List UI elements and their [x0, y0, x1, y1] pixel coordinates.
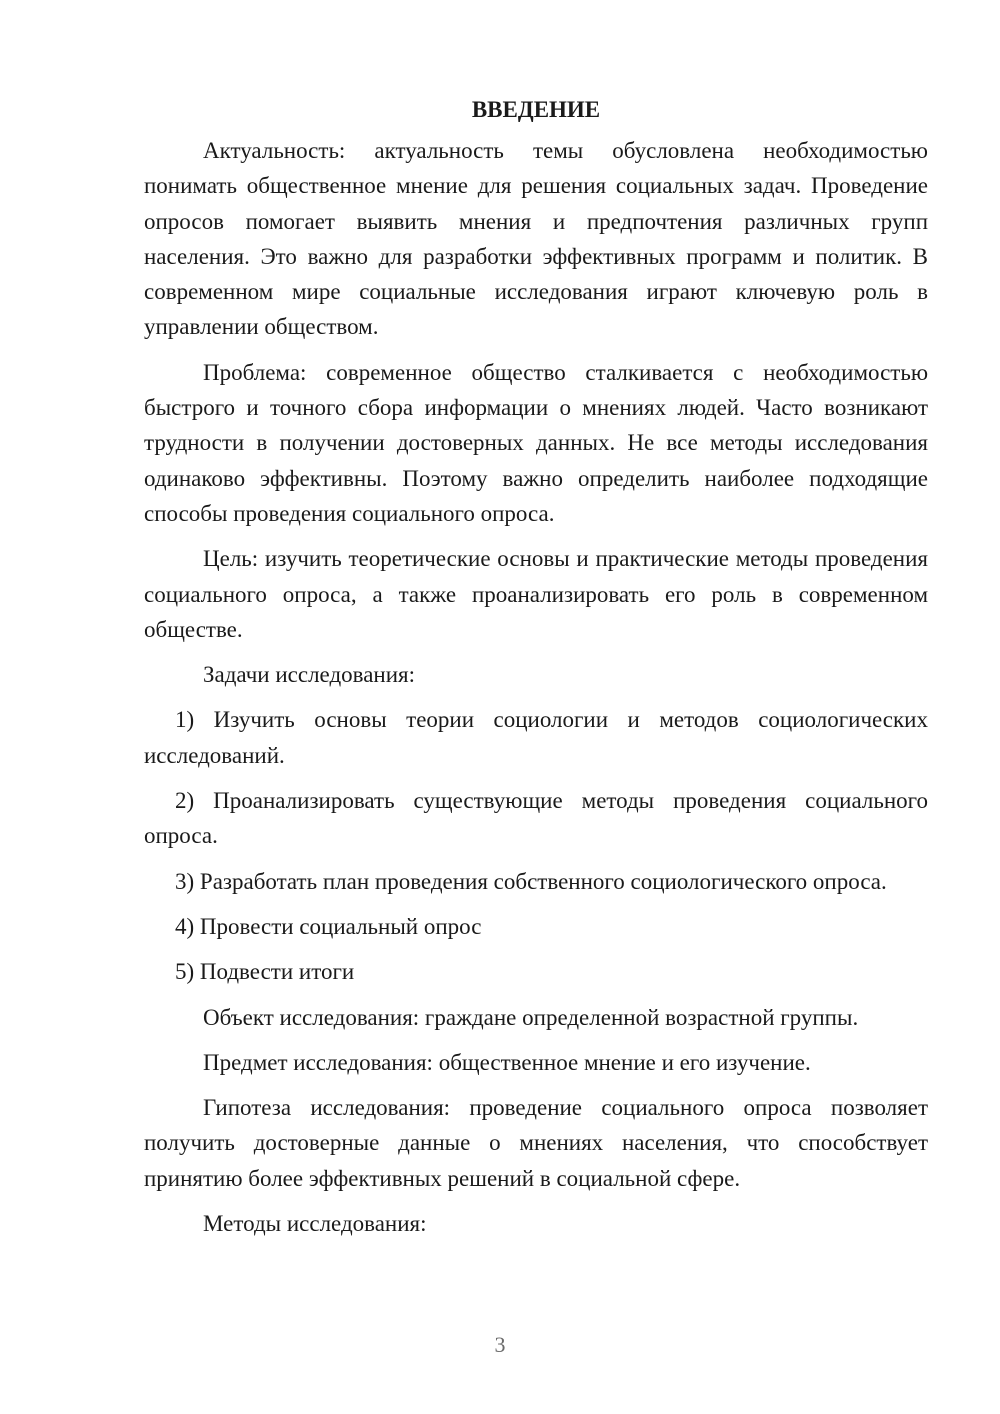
relevance-paragraph: Актуальность: актуальность темы обусловлена необходимостью понимать общественное мнение для решения социальных задач. Проведение опросов помогает выявить мнения и предпочтения различных групп населения. Это важно для разработки эффективных программ и политик. В современном мире социальные исследования играют ключевую роль в управлении обществом.: [144, 138, 928, 340]
task-item-2: 2) Проанализировать существующие методы проведения социального опроса.: [144, 788, 928, 849]
methods-heading: Методы исследования:: [203, 1211, 427, 1237]
hypothesis-paragraph: Гипотеза исследования: проведение социального опроса позволяет получить достоверные данные о мнениях населения, что способствует принятию более эффективных решений в социальной сфере.: [144, 1095, 928, 1191]
subject-paragraph: Предмет исследования: общественное мнение и его изучение.: [203, 1049, 811, 1075]
task-item-3: 3) Разработать план проведения собственного социологического опроса.: [175, 868, 887, 894]
task-item-5: 5) Подвести итоги: [175, 959, 355, 985]
document-page: [144, 92, 928, 1251]
problem-paragraph: Проблема: современное общество сталкивается с необходимостью быстрого и точного сбора информации о мнениях людей. Часто возникают трудности в получении достоверных данных. Не все методы исследования одинаково эффективны. Поэтому важно определить наиболее подходящие способы проведения социального опроса.: [144, 359, 928, 526]
goal-paragraph: Цель: изучить теоретические основы и практические методы проведения социального опроса, а также проанализировать его роль в современном обществе.: [144, 546, 928, 642]
page-number: 3: [494, 1332, 506, 1357]
section-title: ВВЕДЕНИЕ: [471, 97, 601, 122]
task-item-4: 4) Провести социальный опрос: [175, 913, 482, 939]
object-paragraph: Объект исследования: граждане определенной возрастной группы.: [203, 1004, 859, 1030]
tasks-heading: Задачи исследования:: [203, 662, 416, 688]
task-item-1: 1) Изучить основы теории социологии и методов социологических исследований.: [144, 707, 928, 768]
